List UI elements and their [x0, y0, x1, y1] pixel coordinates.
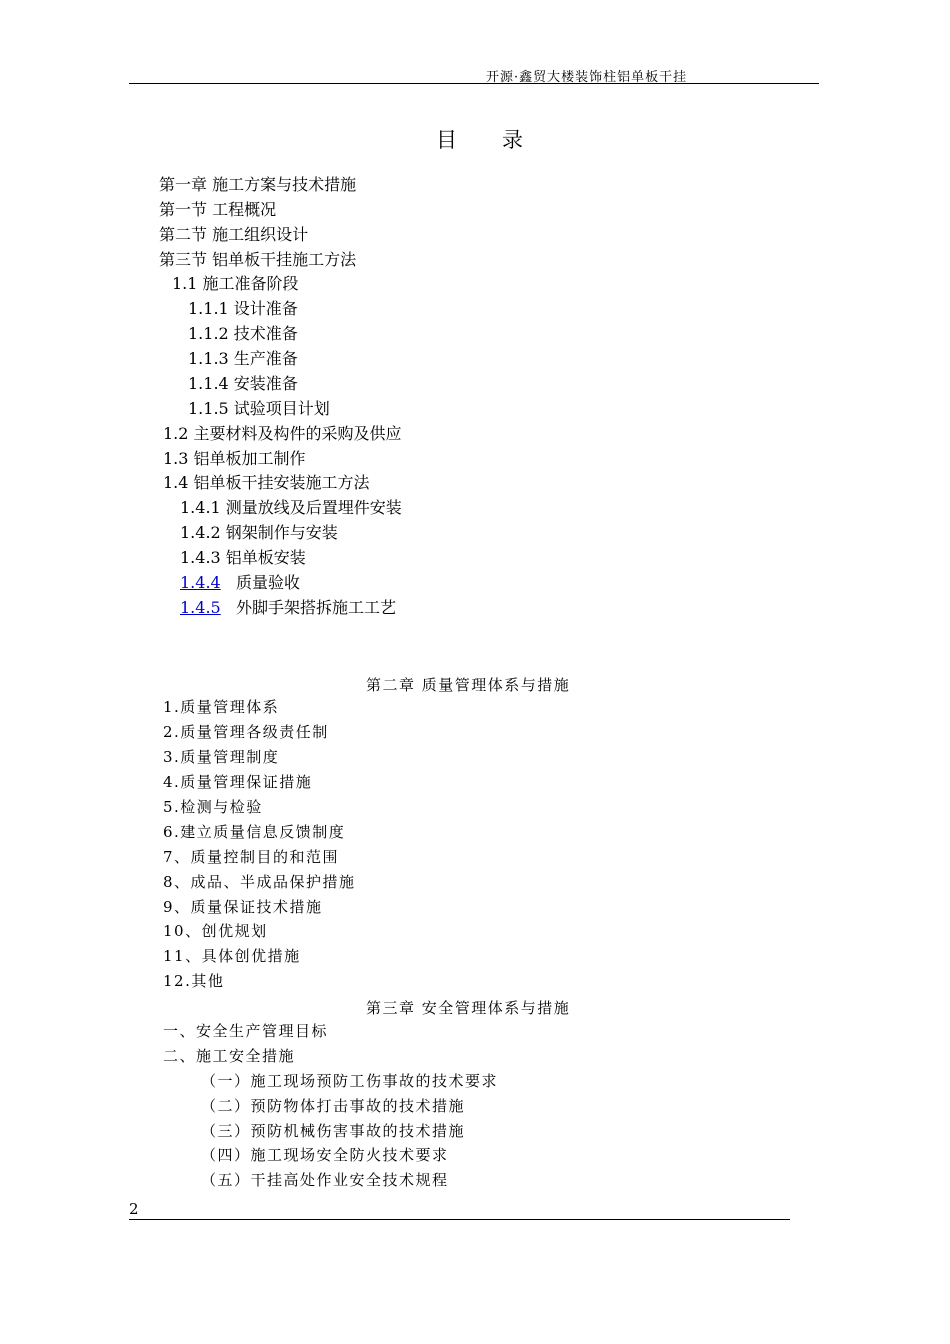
toc-entry-link[interactable]: [180, 596, 396, 620]
footer-rule: [129, 1219, 790, 1220]
toc-entry: 1.1.5 试验项目计划: [188, 399, 330, 418]
toc-entry: 1.质量管理体系: [163, 698, 280, 716]
toc-subentry: （二）预防物体打击事故的技术措施: [201, 1097, 466, 1115]
toc-title-char-1: 目: [436, 128, 458, 152]
toc-entry: 10、创优规划: [163, 922, 268, 940]
toc-entry: 1.1.2 技术准备: [188, 324, 298, 343]
toc-entry: 5.检测与检验: [163, 798, 263, 816]
toc-entry: 1.1.3 生产准备: [188, 349, 298, 368]
toc-subentry: （三）预防机械伤害事故的技术措施: [201, 1122, 466, 1140]
toc-entry: 第三节 铝单板干挂施工方法: [159, 250, 357, 269]
toc-entry: 1.2 主要材料及构件的采购及供应: [163, 424, 402, 443]
toc-entry: 6.建立质量信息反馈制度: [163, 823, 346, 841]
toc-entry-link[interactable]: [180, 571, 300, 595]
toc-entry: 一、安全生产管理目标: [163, 1022, 329, 1040]
toc-entry: 7、质量控制目的和范围: [163, 848, 340, 866]
toc-link-label: 质量验收: [236, 573, 301, 592]
toc-entry: 12.其他: [163, 972, 225, 990]
toc-entry: 1.4 铝单板干挂安装施工方法: [163, 473, 370, 492]
toc-entry: 1.1.4 安装准备: [188, 374, 298, 393]
toc-entry: 3.质量管理制度: [163, 748, 280, 766]
toc-entry: 1.3 铝单板加工制作: [163, 449, 306, 468]
toc-entry: 8、成品、半成品保护措施: [163, 873, 356, 891]
toc-entry: 二、施工安全措施: [163, 1047, 296, 1065]
toc-link-number[interactable]: 1.4.5: [180, 598, 221, 617]
page-number: 2: [129, 1200, 139, 1218]
toc-subentry: （四）施工现场安全防火技术要求: [201, 1146, 449, 1164]
header-rule: [129, 83, 819, 84]
toc-entry: 1.1.1 设计准备: [188, 299, 298, 318]
toc-entry: 4.质量管理保证措施: [163, 773, 313, 791]
toc-link-label: 外脚手架搭拆施工工艺: [236, 598, 397, 617]
toc-subentry: （五）干挂高处作业安全技术规程: [201, 1171, 449, 1189]
toc-entry: 1.1 施工准备阶段: [172, 274, 299, 293]
header-title: 开源·鑫贸大楼装饰柱铝单板干挂: [486, 70, 688, 85]
toc-entry: 9、质量保证技术措施: [163, 898, 323, 916]
toc-subentry: （一）施工现场预防工伤事故的技术要求: [201, 1072, 499, 1090]
chapter2-title: 第二章 质量管理体系与措施: [366, 676, 571, 694]
chapter3-title: 第三章 安全管理体系与措施: [366, 999, 571, 1017]
toc-title-char-2: 录: [502, 128, 524, 152]
toc-link-number[interactable]: 1.4.4: [180, 573, 221, 592]
toc-entry: 11、具体创优措施: [163, 947, 301, 965]
toc-entry: 1.4.3 铝单板安装: [180, 548, 306, 567]
toc-entry: 1.4.1 测量放线及后置埋件安装: [180, 498, 402, 517]
toc-entry: 1.4.2 钢架制作与安装: [180, 523, 338, 542]
toc-entry: 第一节 工程概况: [159, 200, 277, 219]
toc-title: [436, 124, 524, 154]
toc-entry-chapter1: 第一章 施工方案与技术措施: [159, 175, 357, 194]
toc-entry: 2.质量管理各级责任制: [163, 723, 329, 741]
toc-entry: 第二节 施工组织设计: [159, 225, 309, 244]
